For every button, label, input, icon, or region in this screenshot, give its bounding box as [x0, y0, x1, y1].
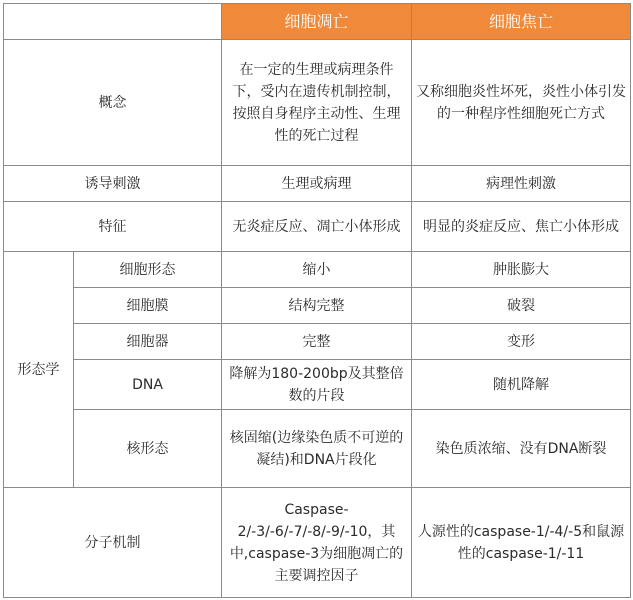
cell-apoptosis: Caspase-2/-3/-6/-7/-8/-9/-10，其中,caspase-3为细胞凋亡的主要调控因子: [222, 488, 412, 598]
sub-row-label: DNA: [74, 360, 222, 410]
cell-pyroptosis: 病理性刺激: [412, 166, 631, 202]
row-concept: [4, 40, 631, 166]
row-nucleus: [4, 410, 631, 488]
comparison-table: [3, 3, 631, 598]
cell-apoptosis: 降解为180-200bp及其整倍数的片段: [222, 360, 412, 410]
cell-apoptosis: 在一定的生理或病理条件下，受内在遗传机制控制，按照自身程序主动性、生理性的死亡过程: [222, 40, 412, 166]
row-dna: [4, 360, 631, 410]
cell-apoptosis: 无炎症反应、凋亡小体形成: [222, 202, 412, 252]
cell-pyroptosis: 随机降解: [412, 360, 631, 410]
row-label: 特征: [4, 202, 222, 252]
header-pyroptosis: 细胞焦亡: [412, 4, 631, 40]
cell-pyroptosis: 明显的炎症反应、焦亡小体形成: [412, 202, 631, 252]
sub-row-label: 核形态: [74, 410, 222, 488]
header-apoptosis: 细胞凋亡: [222, 4, 412, 40]
row-label: 诱导刺激: [4, 166, 222, 202]
row-label: 概念: [4, 40, 222, 166]
cell-apoptosis: 完整: [222, 324, 412, 360]
row-stimulus: [4, 166, 631, 202]
cell-pyroptosis: 染色质浓缩、没有DNA断裂: [412, 410, 631, 488]
row-membrane: [4, 288, 631, 324]
cell-pyroptosis: 破裂: [412, 288, 631, 324]
header-blank-cell: [4, 4, 222, 40]
cell-apoptosis: 结构完整: [222, 288, 412, 324]
cell-apoptosis: 生理或病理: [222, 166, 412, 202]
cell-pyroptosis: 变形: [412, 324, 631, 360]
header-row: [4, 4, 631, 40]
cell-apoptosis: 核固缩(边缘染色质不可逆的凝结)和DNA片段化: [222, 410, 412, 488]
row-cell-shape: [4, 252, 631, 288]
sub-row-label: 细胞膜: [74, 288, 222, 324]
row-organelle: [4, 324, 631, 360]
cell-pyroptosis: 肿胀膨大: [412, 252, 631, 288]
sub-row-label: 细胞形态: [74, 252, 222, 288]
cell-pyroptosis: 又称细胞炎性坏死，炎性小体引发的一种程序性细胞死亡方式: [412, 40, 631, 166]
sub-row-label: 细胞器: [74, 324, 222, 360]
row-molecular: [4, 488, 631, 598]
row-label: 分子机制: [4, 488, 222, 598]
cell-apoptosis: 缩小: [222, 252, 412, 288]
morphology-group-label: 形态学: [4, 252, 74, 488]
row-feature: [4, 202, 631, 252]
cell-pyroptosis: 人源性的caspase-1/-4/-5和鼠源性的caspase-1/-11: [412, 488, 631, 598]
